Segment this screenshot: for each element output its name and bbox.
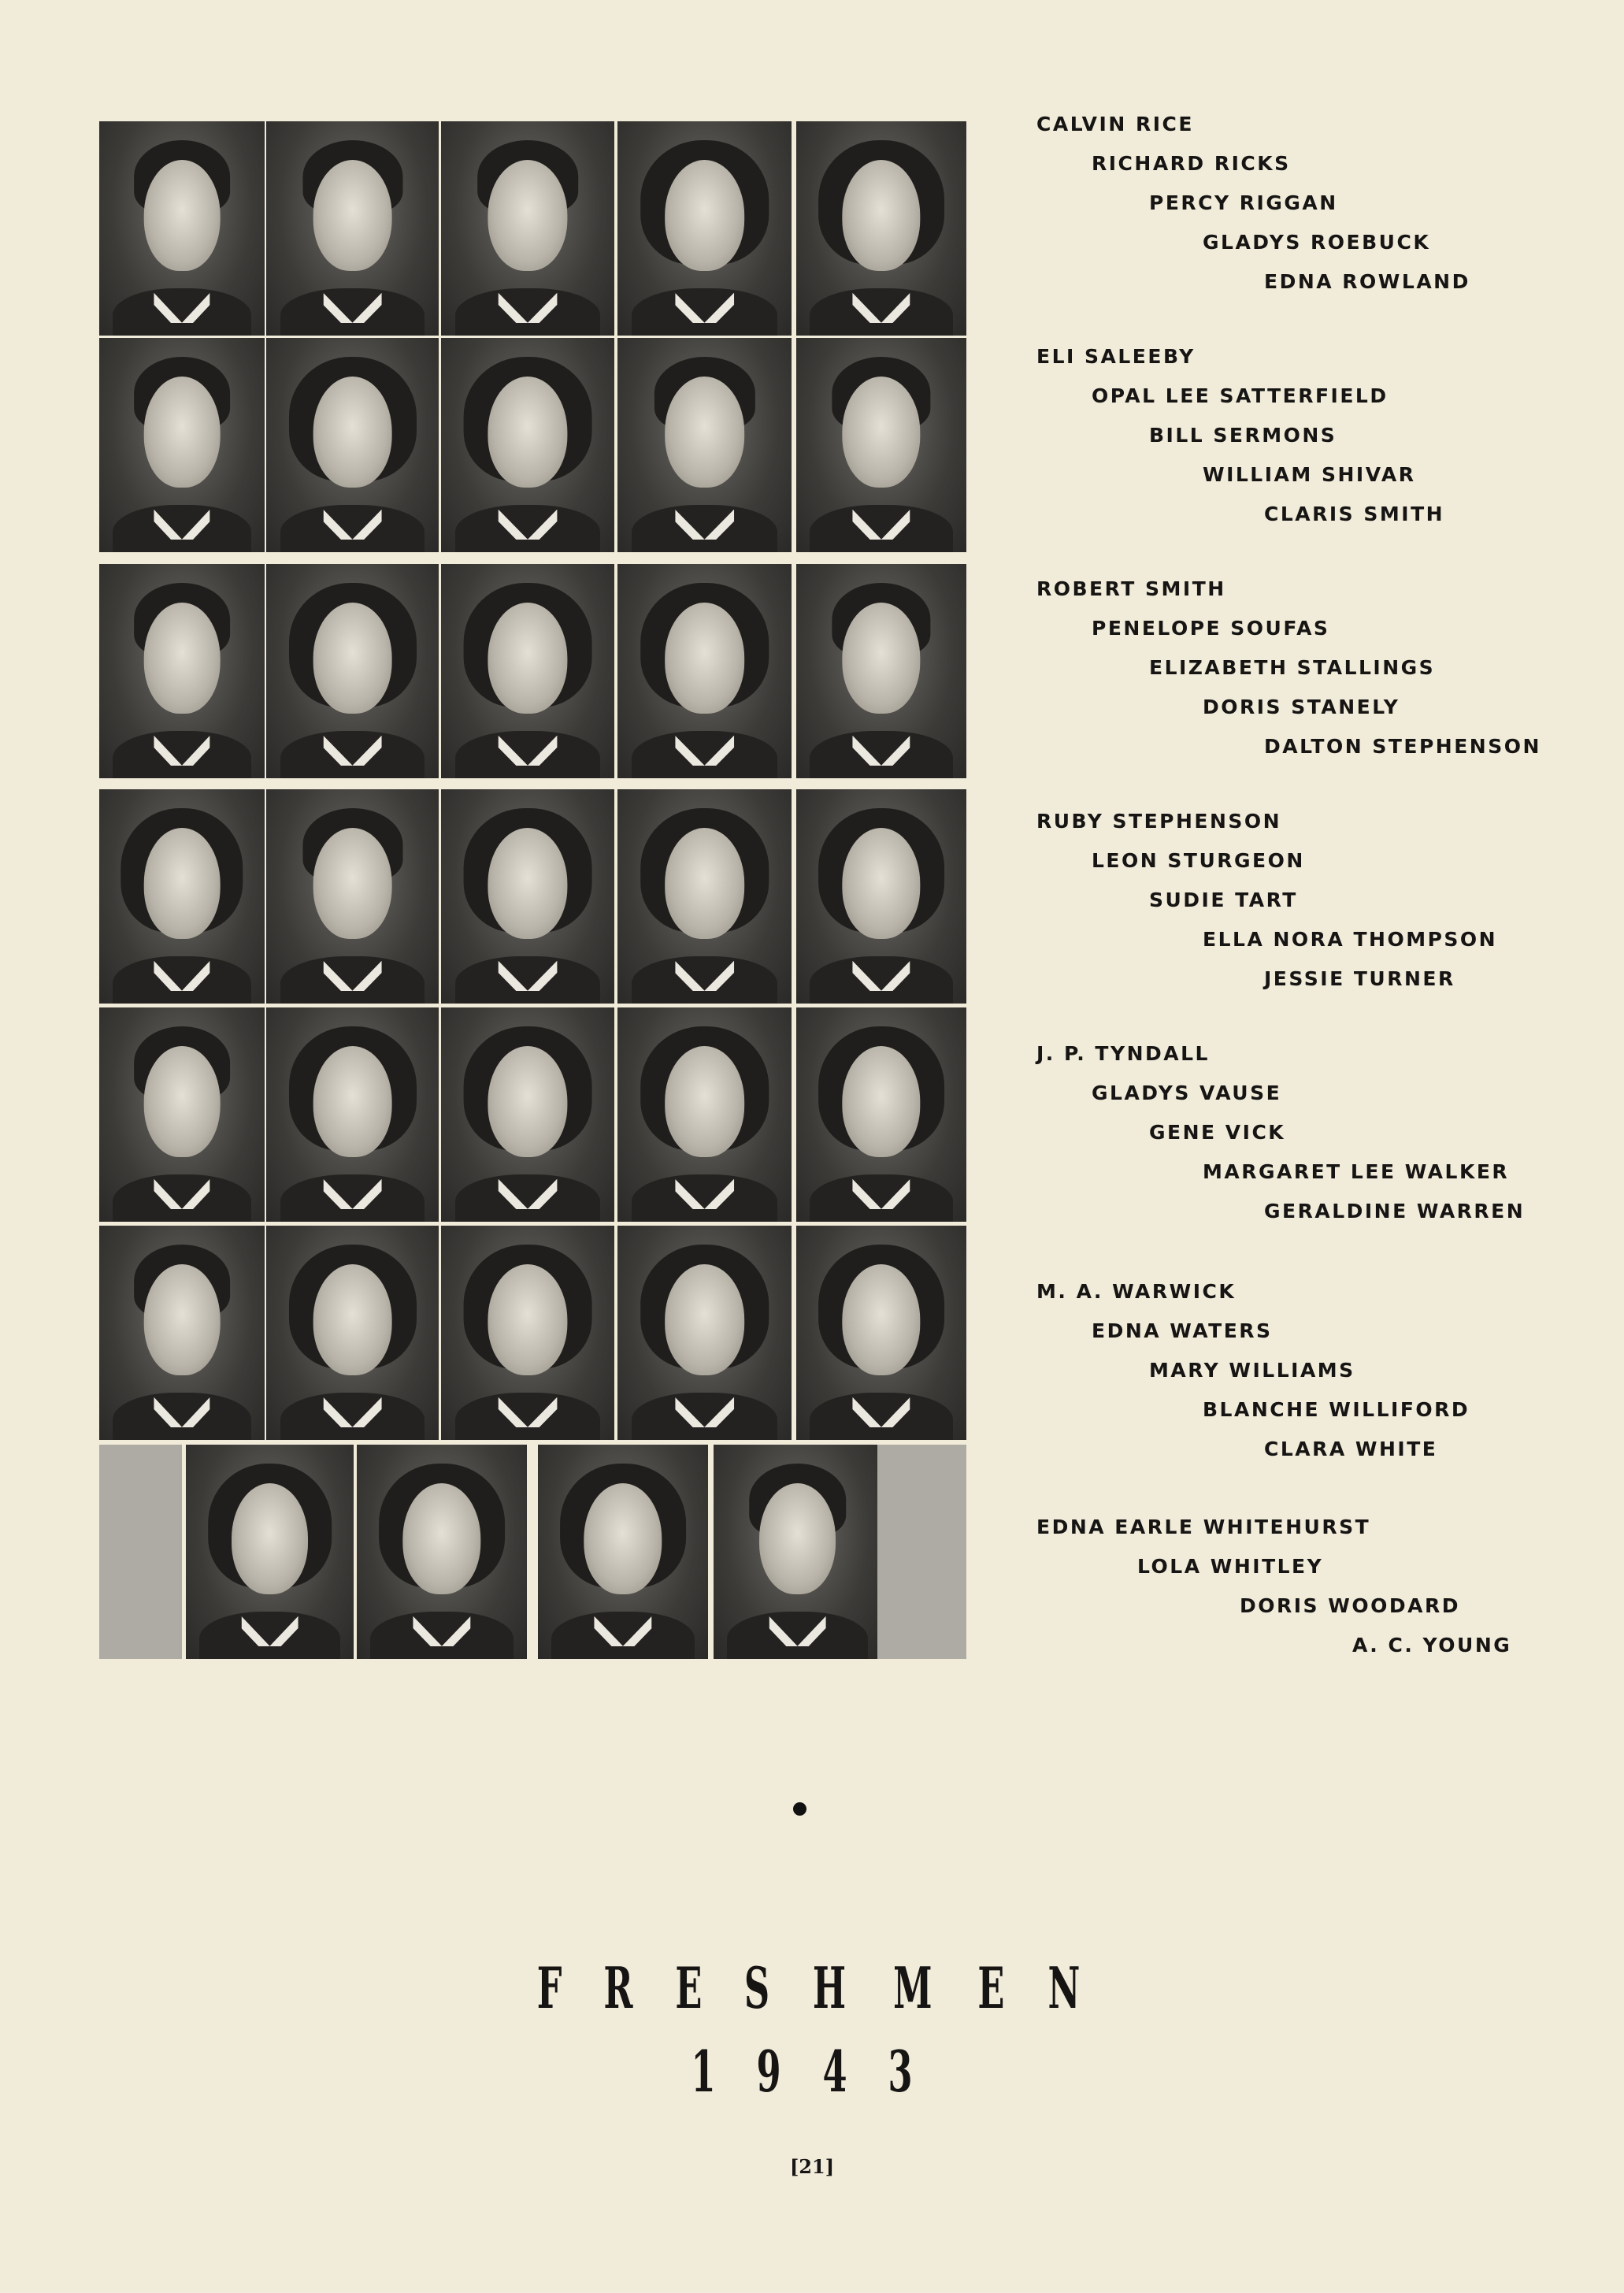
student-portrait xyxy=(186,1445,354,1659)
blank-panel xyxy=(877,1445,966,1659)
student-portrait xyxy=(617,564,792,778)
portrait-row xyxy=(99,789,966,1004)
student-name: GENE VICK xyxy=(1149,1121,1286,1144)
student-portrait xyxy=(99,789,265,1004)
student-name: CLARIS SMITH xyxy=(1264,503,1445,525)
student-name: EDNA EARLE WHITEHURST xyxy=(1036,1516,1371,1538)
student-name: CLARA WHITE xyxy=(1264,1438,1438,1460)
student-portrait xyxy=(796,121,966,336)
portrait-row xyxy=(99,1226,966,1440)
title-letter: M xyxy=(893,1954,933,2021)
student-name: ELLA NORA THOMPSON xyxy=(1203,928,1498,951)
student-name: GLADYS VAUSE xyxy=(1092,1082,1282,1104)
student-portrait xyxy=(441,1226,614,1440)
student-portrait xyxy=(796,338,966,552)
student-name: MARGARET LEE WALKER xyxy=(1203,1160,1510,1183)
student-name: SUDIE TART xyxy=(1149,889,1298,911)
student-name: BILL SERMONS xyxy=(1149,424,1337,447)
ornament-dot xyxy=(793,1802,806,1816)
student-portrait xyxy=(796,1226,966,1440)
student-name: PERCY RIGGAN xyxy=(1149,191,1338,214)
student-name: OPAL LEE SATTERFIELD xyxy=(1092,384,1389,407)
student-name: EDNA WATERS xyxy=(1092,1319,1273,1342)
student-portrait xyxy=(796,789,966,1004)
portrait-grid xyxy=(99,121,966,1649)
student-name: BLANCHE WILLIFORD xyxy=(1203,1398,1470,1421)
student-portrait xyxy=(796,1007,966,1222)
student-name: LOLA WHITLEY xyxy=(1137,1555,1324,1578)
student-portrait xyxy=(441,789,614,1004)
student-portrait xyxy=(99,1226,265,1440)
portrait-row xyxy=(99,1445,966,1659)
blank-panel xyxy=(99,1445,182,1659)
student-portrait xyxy=(99,564,265,778)
student-portrait xyxy=(441,121,614,336)
student-name: ROBERT SMITH xyxy=(1036,577,1226,600)
student-portrait xyxy=(441,1007,614,1222)
portrait-row xyxy=(99,121,966,336)
student-name: MARY WILLIAMS xyxy=(1149,1359,1355,1382)
student-portrait xyxy=(617,338,792,552)
title-letter: F xyxy=(536,1954,562,2021)
title-letter: R xyxy=(603,1954,633,2021)
title-letter: 3 xyxy=(888,2038,913,2105)
title-letter: 9 xyxy=(756,2038,781,2105)
title-letter: S xyxy=(743,1954,769,2021)
student-name: EDNA ROWLAND xyxy=(1264,270,1470,293)
student-name: M. A. WARWICK xyxy=(1036,1280,1237,1303)
student-portrait xyxy=(617,121,792,336)
student-name: ELI SALEEBY xyxy=(1036,345,1196,368)
title-letter: 4 xyxy=(822,2038,847,2105)
student-portrait xyxy=(99,1007,265,1222)
student-portrait xyxy=(266,564,439,778)
class-year xyxy=(684,2038,920,2105)
student-name: DORIS WOODARD xyxy=(1240,1594,1460,1617)
student-portrait xyxy=(538,1445,708,1659)
student-name: GLADYS ROEBUCK xyxy=(1203,231,1431,254)
student-name: ELIZABETH STALLINGS xyxy=(1149,656,1436,679)
student-portrait xyxy=(266,1226,439,1440)
title-letter: 1 xyxy=(691,2038,716,2105)
student-name: JESSIE TURNER xyxy=(1264,967,1455,990)
student-name: J. P. TYNDALL xyxy=(1036,1042,1210,1065)
student-portrait xyxy=(617,1007,792,1222)
student-portrait xyxy=(266,789,439,1004)
student-name: RICHARD RICKS xyxy=(1092,152,1291,175)
student-portrait xyxy=(266,121,439,336)
section-title xyxy=(529,1954,1090,2021)
student-portrait xyxy=(99,121,265,336)
title-letter: E xyxy=(977,1954,1005,2021)
portrait-row xyxy=(99,338,966,552)
student-name: RUBY STEPHENSON xyxy=(1036,810,1282,833)
student-name: DALTON STEPHENSON xyxy=(1264,735,1541,758)
student-portrait xyxy=(357,1445,527,1659)
student-name: PENELOPE SOUFAS xyxy=(1092,617,1330,640)
portrait-row xyxy=(99,564,966,778)
student-name: CALVIN RICE xyxy=(1036,113,1194,135)
student-name: A. C. YOUNG xyxy=(1352,1634,1512,1657)
student-portrait xyxy=(714,1445,881,1659)
student-portrait xyxy=(617,789,792,1004)
student-portrait xyxy=(617,1226,792,1440)
title-letter: E xyxy=(675,1954,703,2021)
student-name: WILLIAM SHIVAR xyxy=(1203,463,1416,486)
student-portrait xyxy=(266,1007,439,1222)
title-letter: N xyxy=(1047,1954,1081,2021)
page-number: [21] xyxy=(789,2155,835,2178)
student-portrait xyxy=(441,338,614,552)
student-name: LEON STURGEON xyxy=(1092,849,1305,872)
student-portrait xyxy=(796,564,966,778)
portrait-row xyxy=(99,1007,966,1222)
student-portrait xyxy=(99,338,265,552)
student-portrait xyxy=(266,338,439,552)
student-name: GERALDINE WARREN xyxy=(1264,1200,1526,1223)
student-name: DORIS STANELY xyxy=(1203,696,1400,718)
student-portrait xyxy=(441,564,614,778)
title-letter: H xyxy=(812,1954,846,2021)
